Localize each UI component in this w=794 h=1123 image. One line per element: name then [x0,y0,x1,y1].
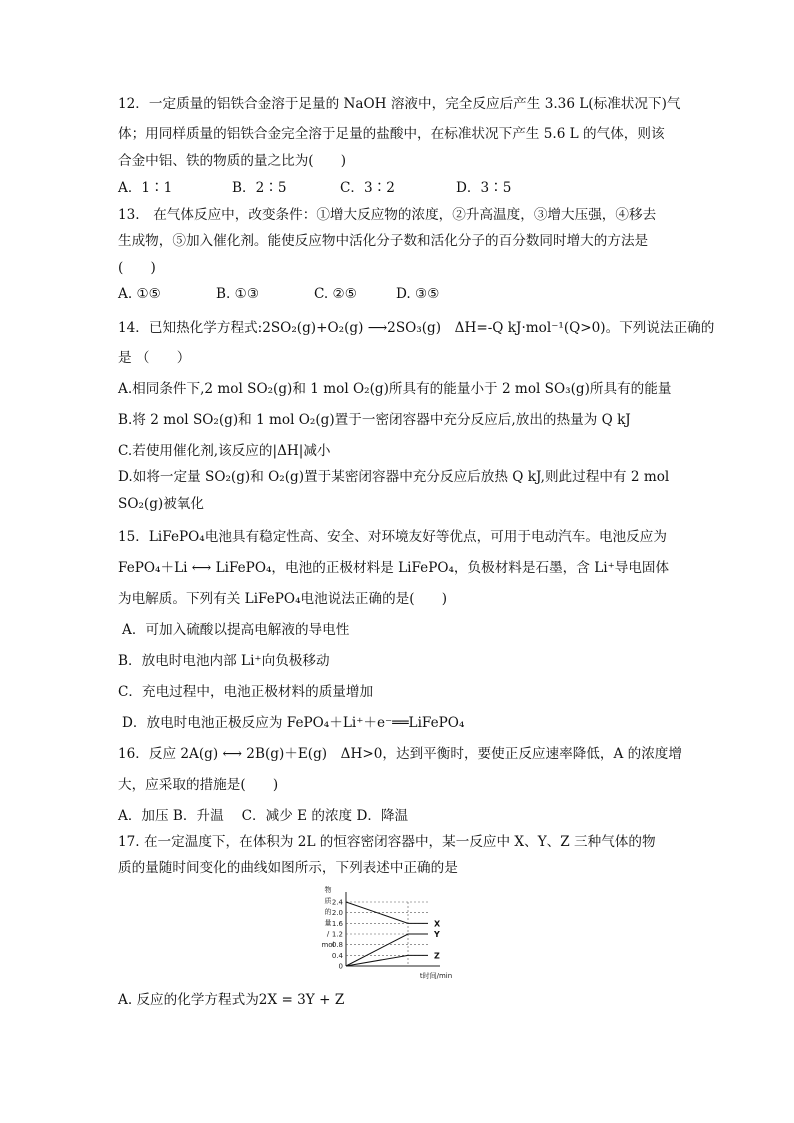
q13-line1: 13. 在气体反应中，改变条件：①增大反应物的浓度，②升高温度，③增大压强，④移去 [118,207,657,223]
q12-line1: 12．一定质量的铝铁合金溶于足量的 NaOH 溶液中，完全反应后产生 3.36 L(标准状况下)气 [118,96,681,112]
y-tick-label: 0 [338,962,343,971]
q14-option-c: C.若使用催化剂,该反应的|ΔH|减小 [118,443,331,459]
q15-line3: 为电解质。下列有关 LiFePO₄电池说法正确的是( ) [118,591,448,607]
q13-option-c: C. ②⑤ [314,286,357,302]
q15-line2: FePO₄＋Li ⟷ LiFePO₄，电池的正极材料是 LiFePO₄，负极材料是石墨，含 Li⁺导电固体 [118,560,670,576]
y-axis-label-char: mol [321,941,335,949]
q14-line2: 是 （ ） [118,350,191,366]
q15-option-c: C．充电过程中，电池正极材料的质量增加 [118,684,374,700]
q14-line1: 14．已知热化学方程式:2SO₂(g)+O₂(g) ⟶2SO₃(g) ΔH=-Q kJ·mol⁻¹(Q>0)。下列说法正确的 [118,320,715,336]
y-tick-label: 1.6 [331,919,343,928]
amount-time-chart [320,884,480,984]
q12-option-d: D．3∶5 [456,180,512,196]
q15-option-b: B．放电时电池内部 Li⁺向负极移动 [118,653,330,669]
q12-option-c: C．3∶2 [340,180,395,196]
q14-option-a: A.相同条件下,2 mol SO₂(g)和 1 mol O₂(g)所具有的能量小于 2 mol SO₃(g)所具有的能量 [118,381,672,397]
series-line-y [346,934,428,966]
q12-line3: 合金中铝、铁的物质的量之比为( ) [118,153,347,169]
y-axis-label-char: 的 [324,908,332,916]
y-tick-label: 0.8 [331,941,343,950]
q12-line2: 体；用同样质量的铝铁合金完全溶于足量的盐酸中，在标准状况下产生 5.6 L 的气体，则该 [118,126,665,142]
q12-options [118,178,511,198]
q16-line2: 大，应采取的措施是( ) [118,777,279,793]
y-tick-label: 0.4 [331,951,343,960]
q17-option-a: A. 反应的化学方程式为2X = 3Y + Z [118,992,345,1008]
q13-line3: ( ) [118,260,156,276]
q13-options [118,284,439,304]
y-tick-label: 1.2 [331,930,343,939]
q13-option-a: A. ①⑤ [118,286,161,302]
q13-line2: 生成物，⑤加入催化剂。能使反应物中活化分子数和活化分子的百分数同时增大的方法是 [118,233,649,249]
series-label-z: Z [434,951,440,961]
q17-line2: 质的量随时间变化的曲线如图所示，下列表述中正确的是 [118,860,458,876]
series-label-y: Y [434,930,440,939]
q14-option-d-line2: SO₂(g)被氧化 [118,496,204,512]
q16-line1: 16．反应 2A(g) ⟷ 2B(g)＋E(g) ΔH>0，达到平衡时，要使正反应速率降低，A 的浓度增 [118,746,682,762]
q15-option-a: A．可加入硫酸以提高电解液的导电性 [122,622,350,638]
q16-options: A．加压 B．升温 C．减少 E 的浓度 D．降温 [118,808,409,824]
y-axis-label-char: 物 [324,886,332,894]
q12-option-b: B．2∶5 [232,180,287,196]
q15-option-d: D．放电时电池正极反应为 FePO₄＋Li⁺＋e⁻══LiFePO₄ [122,715,465,731]
y-tick-label: 2.4 [331,898,343,907]
y-axis-label-char: 质 [324,897,332,905]
q14-option-b: B.将 2 mol SO₂(g)和 1 mol O₂(g)置于一密闭容器中充分反应后,放出的热量为 Q kJ [118,412,631,428]
q13-option-b: B. ①③ [216,286,260,302]
y-tick-label: 2.0 [331,909,343,918]
x-axis-label: t时间/min [419,972,453,980]
q17-line1: 17. 在一定温度下，在体积为 2L 的恒容密闭容器中，某一反应中 X、Y、Z 三种气体的物 [118,834,656,850]
q12-option-a: A．1∶1 [118,180,173,196]
series-line-z [346,955,428,966]
y-axis-label-char: / [326,930,330,938]
series-label-x: X [434,919,441,929]
q14-option-d-line1: D.如将一定量 SO₂(g)和 O₂(g)置于某密闭容器中充分反应后放热 Q kJ,则此过程中有 2 mol [118,469,670,485]
y-axis-label-char: 量 [324,919,332,927]
q13-option-d: D. ③⑤ [396,286,440,302]
q15-line1: 15．LiFePO₄电池具有稳定性高、安全、对环境友好等优点，可用于电动汽车。电池反应为 [118,529,667,545]
